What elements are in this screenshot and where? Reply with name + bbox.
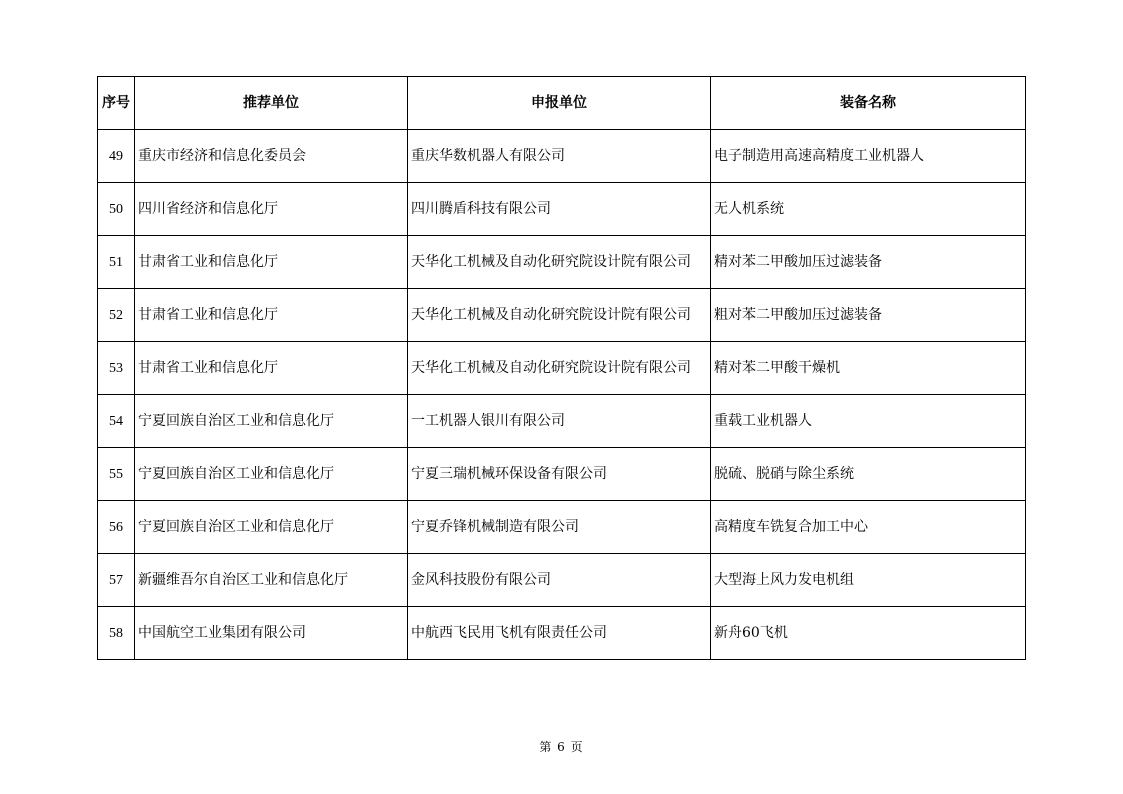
- cell-recommender: 宁夏回族自治区工业和信息化厅: [135, 448, 408, 501]
- table-row: [98, 395, 1026, 448]
- cell-applicant: 宁夏乔锋机械制造有限公司: [408, 501, 711, 554]
- cell-recommender: 甘肃省工业和信息化厅: [135, 289, 408, 342]
- cell-seq: 49: [98, 130, 135, 183]
- cell-applicant: 天华化工机械及自动化研究院设计院有限公司: [408, 289, 711, 342]
- header-seq: 序号: [98, 77, 135, 130]
- cell-seq: 51: [98, 236, 135, 289]
- table-row: [98, 289, 1026, 342]
- table-row: [98, 183, 1026, 236]
- cell-recommender: 甘肃省工业和信息化厅: [135, 236, 408, 289]
- cell-equipment: 电子制造用高速高精度工业机器人: [711, 130, 1026, 183]
- cell-seq: 58: [98, 607, 135, 660]
- header-equipment: 装备名称: [711, 77, 1026, 130]
- table-row: [98, 607, 1026, 660]
- cell-applicant: 金风科技股份有限公司: [408, 554, 711, 607]
- cell-recommender: 宁夏回族自治区工业和信息化厅: [135, 395, 408, 448]
- cell-applicant: 一工机器人银川有限公司: [408, 395, 711, 448]
- cell-applicant: 宁夏三瑞机械环保设备有限公司: [408, 448, 711, 501]
- cell-equipment: 新舟60飞机: [711, 607, 1026, 660]
- cell-applicant: 重庆华数机器人有限公司: [408, 130, 711, 183]
- cell-equipment: 精对苯二甲酸加压过滤装备: [711, 236, 1026, 289]
- cell-recommender: 甘肃省工业和信息化厅: [135, 342, 408, 395]
- table-row: [98, 342, 1026, 395]
- cell-applicant: 四川腾盾科技有限公司: [408, 183, 711, 236]
- cell-applicant: 天华化工机械及自动化研究院设计院有限公司: [408, 236, 711, 289]
- cell-applicant: 天华化工机械及自动化研究院设计院有限公司: [408, 342, 711, 395]
- page-number: 第 6 页: [539, 740, 584, 754]
- cell-seq: 54: [98, 395, 135, 448]
- cell-equipment: 大型海上风力发电机组: [711, 554, 1026, 607]
- cell-recommender: 中国航空工业集团有限公司: [135, 607, 408, 660]
- header-applicant: 申报单位: [408, 77, 711, 130]
- table-row: [98, 554, 1026, 607]
- cell-recommender: 宁夏回族自治区工业和信息化厅: [135, 501, 408, 554]
- cell-seq: 57: [98, 554, 135, 607]
- table-row: [98, 501, 1026, 554]
- table-row: [98, 130, 1026, 183]
- cell-recommender: 四川省经济和信息化厅: [135, 183, 408, 236]
- cell-seq: 55: [98, 448, 135, 501]
- cell-seq: 50: [98, 183, 135, 236]
- cell-recommender: 新疆维吾尔自治区工业和信息化厅: [135, 554, 408, 607]
- table-header-row: [98, 77, 1026, 130]
- equipment-table-container: [97, 76, 1025, 660]
- cell-seq: 56: [98, 501, 135, 554]
- table-row: [98, 236, 1026, 289]
- equipment-table: [97, 76, 1026, 660]
- table-row: [98, 448, 1026, 501]
- cell-applicant: 中航西飞民用飞机有限责任公司: [408, 607, 711, 660]
- cell-equipment: 重载工业机器人: [711, 395, 1026, 448]
- cell-equipment: 无人机系统: [711, 183, 1026, 236]
- cell-equipment: 脱硫、脱硝与除尘系统: [711, 448, 1026, 501]
- cell-equipment: 粗对苯二甲酸加压过滤装备: [711, 289, 1026, 342]
- cell-equipment: 精对苯二甲酸干燥机: [711, 342, 1026, 395]
- cell-seq: 53: [98, 342, 135, 395]
- header-recommender: 推荐单位: [135, 77, 408, 130]
- cell-equipment: 高精度车铣复合加工中心: [711, 501, 1026, 554]
- cell-recommender: 重庆市经济和信息化委员会: [135, 130, 408, 183]
- cell-seq: 52: [98, 289, 135, 342]
